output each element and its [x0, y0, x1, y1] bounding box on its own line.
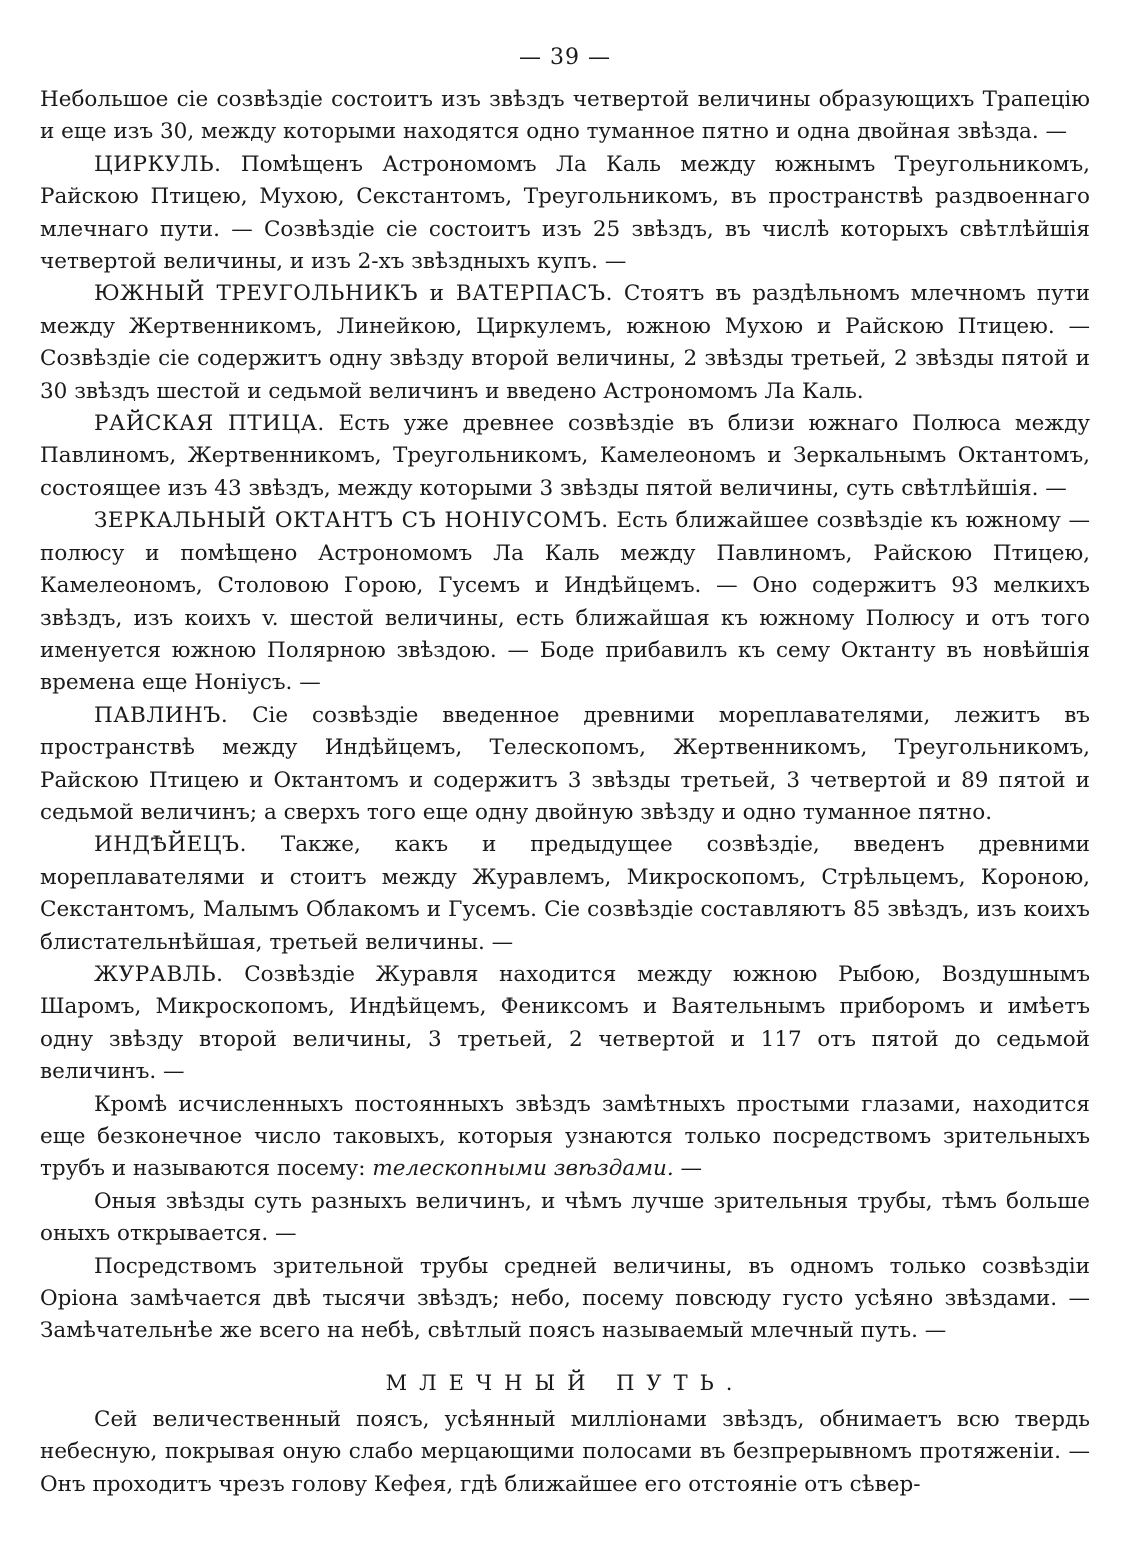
- paragraph-text: Созвѣздіе Журавля находится между южною Рыбою, Воздушнымъ Шаромъ, Микроскопомъ, Индѣйцемъ, Фениксомъ и Ваятельнымъ приборомъ и имѣетъ одну звѣзду второй величины, 3 третьей, 2 четвертой и 117 отъ пятой до седьмой величинъ. —: [40, 961, 1090, 1085]
- paragraph-milky-way: [40, 1404, 1090, 1501]
- paragraph-text: Сей величественный поясъ, усѣянный милліонами звѣздъ, обнимаетъ всю твердь небесную, покрывая оную слабо мерцающими полосами въ безпрерывномъ протяженіи. — Онъ проходитъ чрезъ голову Кефея, гдѣ ближайшее его отстояніе отъ сѣвер-: [40, 1406, 1090, 1497]
- paragraph-text: Сіе созвѣздіе введенное древними мореплавателями, лежитъ въ пространствѣ между Индѣйцемъ, Телескопомъ, Жертвенникомъ, Треугольникомъ, Райскою Птицею и Октантомъ и содержитъ 3 звѣзды третьей, 3 четвертой и 89 пятой и седьмой величинъ; а сверхъ того еще одну двойную звѣзду и одно туманное пятно.: [40, 702, 1090, 825]
- entry-term: ПАВЛИНЪ.: [94, 702, 229, 728]
- paragraph-text: Небольшое сіе созвѣздіе состоитъ изъ звѣздъ четвертой величины образующихъ Трапецію и еще изъ 30, между которыми находятся одно туманное пятно и одна двойная звѣзда. —: [40, 87, 1090, 145]
- paragraph-telescopic-stars: [40, 1089, 1090, 1186]
- entry-term: ЗЕРКАЛЬНЫЙ ОКТАНТЪ СЪ НОНІУСОМЪ.: [94, 508, 609, 534]
- paragraph-text-after: —: [673, 1156, 702, 1182]
- paragraph-octant: [40, 505, 1090, 699]
- paragraph-text: Оныя звѣзды суть разныхъ величинъ, и чѣмъ лучше зрительныя трубы, тѣмъ больше оныхъ открывается. —: [40, 1188, 1090, 1247]
- entry-term: РАЙСКАЯ ПТИЦА.: [94, 411, 325, 437]
- paragraph-text: Помѣщенъ Астрономомъ Ла Каль между южнымъ Треугольникомъ, Райскою Птицею, Мухою, Секстантомъ, Треугольникомъ, въ пространствѣ раздвоеннаго млечнаго пути. — Созвѣздіе сіе состоитъ изъ 25 звѣздъ, въ числѣ которыхъ свѣтлѣйшія четвертой величины, и изъ 2-хъ звѣздныхъ купъ. —: [40, 151, 1090, 275]
- entry-term: ЖУРАВЛЬ.: [94, 961, 224, 987]
- paragraph-south-triangle: [40, 278, 1090, 408]
- paragraph-bird-of-paradise: [40, 408, 1090, 505]
- paragraph-text: Стоятъ въ раздѣльномъ млечномъ пути между Жертвенникомъ, Линейкою, Циркулемъ, южною Мухою и Райскою Птицею. — Созвѣздіе сіе содержитъ одну звѣзду второй величины, 2 звѣзды третьей, 2 звѣзды пятой и 30 звѣздъ шестой и седьмой величинъ и введено Астрономомъ Ла Каль.: [40, 281, 1090, 404]
- paragraph-star-sizes: [40, 1186, 1090, 1251]
- paragraph-text: Также, какъ и предыдущее созвѣздіе, введенъ древними мореплавателями и стоитъ между Журавлемъ, Микроскопомъ, Стрѣльцемъ, Короною, Секстантомъ, Малымъ Облакомъ и Гусемъ. Сіе созвѣздіе составляютъ 85 звѣздъ, изъ коихъ блистательнѣйшая, третьей величины. —: [40, 832, 1090, 955]
- paragraph-peacock: [40, 700, 1090, 830]
- paragraph-indian: [40, 829, 1090, 959]
- paragraph-tsirkul: [40, 149, 1090, 279]
- page-number: — 39 —: [519, 45, 611, 70]
- paragraph-0: [40, 84, 1090, 149]
- paragraph-text: Есть ближайшее созвѣздіе къ южному — полюсу и помѣщено Астрономомъ Ла Каль между Павлиномъ, Райскою Птицею, Камелеономъ, Столовою Горою, Гусемъ и Индѣйцемъ. — Оно содержитъ 93 мелкихъ звѣздъ, изъ коихъ v. шестой величины, есть ближайшая къ южному Полюсу и отъ того именуется южною Полярною звѣздою. — Боде прибавилъ къ сему Октанту въ новѣйшія времена еще Ноніусъ. —: [40, 508, 1090, 696]
- entry-term: ЦИРКУЛЬ.: [94, 151, 222, 177]
- italic-term: телескопными звѣздами.: [372, 1156, 674, 1182]
- entry-term: ИНДѢЙЕЦЪ.: [94, 832, 247, 858]
- document-page: [40, 0, 1090, 1542]
- body-text: [40, 84, 1090, 1501]
- paragraph-text: Кромѣ исчисленныхъ постоянныхъ звѣздъ замѣтныхъ простыми глазами, находится еще безконечное число таковыхъ, которыя узнаются только посредствомъ зрительныхъ трубъ и называются посему:: [40, 1091, 1090, 1182]
- paragraph-orion: [40, 1251, 1090, 1348]
- section-heading: МЛЕЧНЫЙ ПУТЬ.: [385, 1370, 745, 1395]
- entry-term: ЮЖНЫЙ ТРЕУГОЛЬНИКЪ и ВАТЕРПАСЪ.: [94, 281, 613, 307]
- paragraph-crane: [40, 959, 1090, 1089]
- paragraph-text: Есть уже древнее созвѣздіе въ близи южнаго Полюса между Павлиномъ, Жертвенникомъ, Треугольникомъ, Камелеономъ и Зеркальнымъ Октантомъ, состоящее изъ 43 звѣздъ, между которыми 3 звѣзды пятой величины, суть свѣтлѣйшія. —: [40, 411, 1090, 501]
- paragraph-text: Посредствомъ зрительной трубы средней величины, въ одномъ только созвѣздіи Оріона замѣчается двѣ тысячи звѣздъ; небо, посему повсюду густо усѣяно звѣздами. — Замѣчательнѣе же всего на небѣ, свѣтлый поясъ называемый млечный путь. —: [40, 1253, 1090, 1344]
